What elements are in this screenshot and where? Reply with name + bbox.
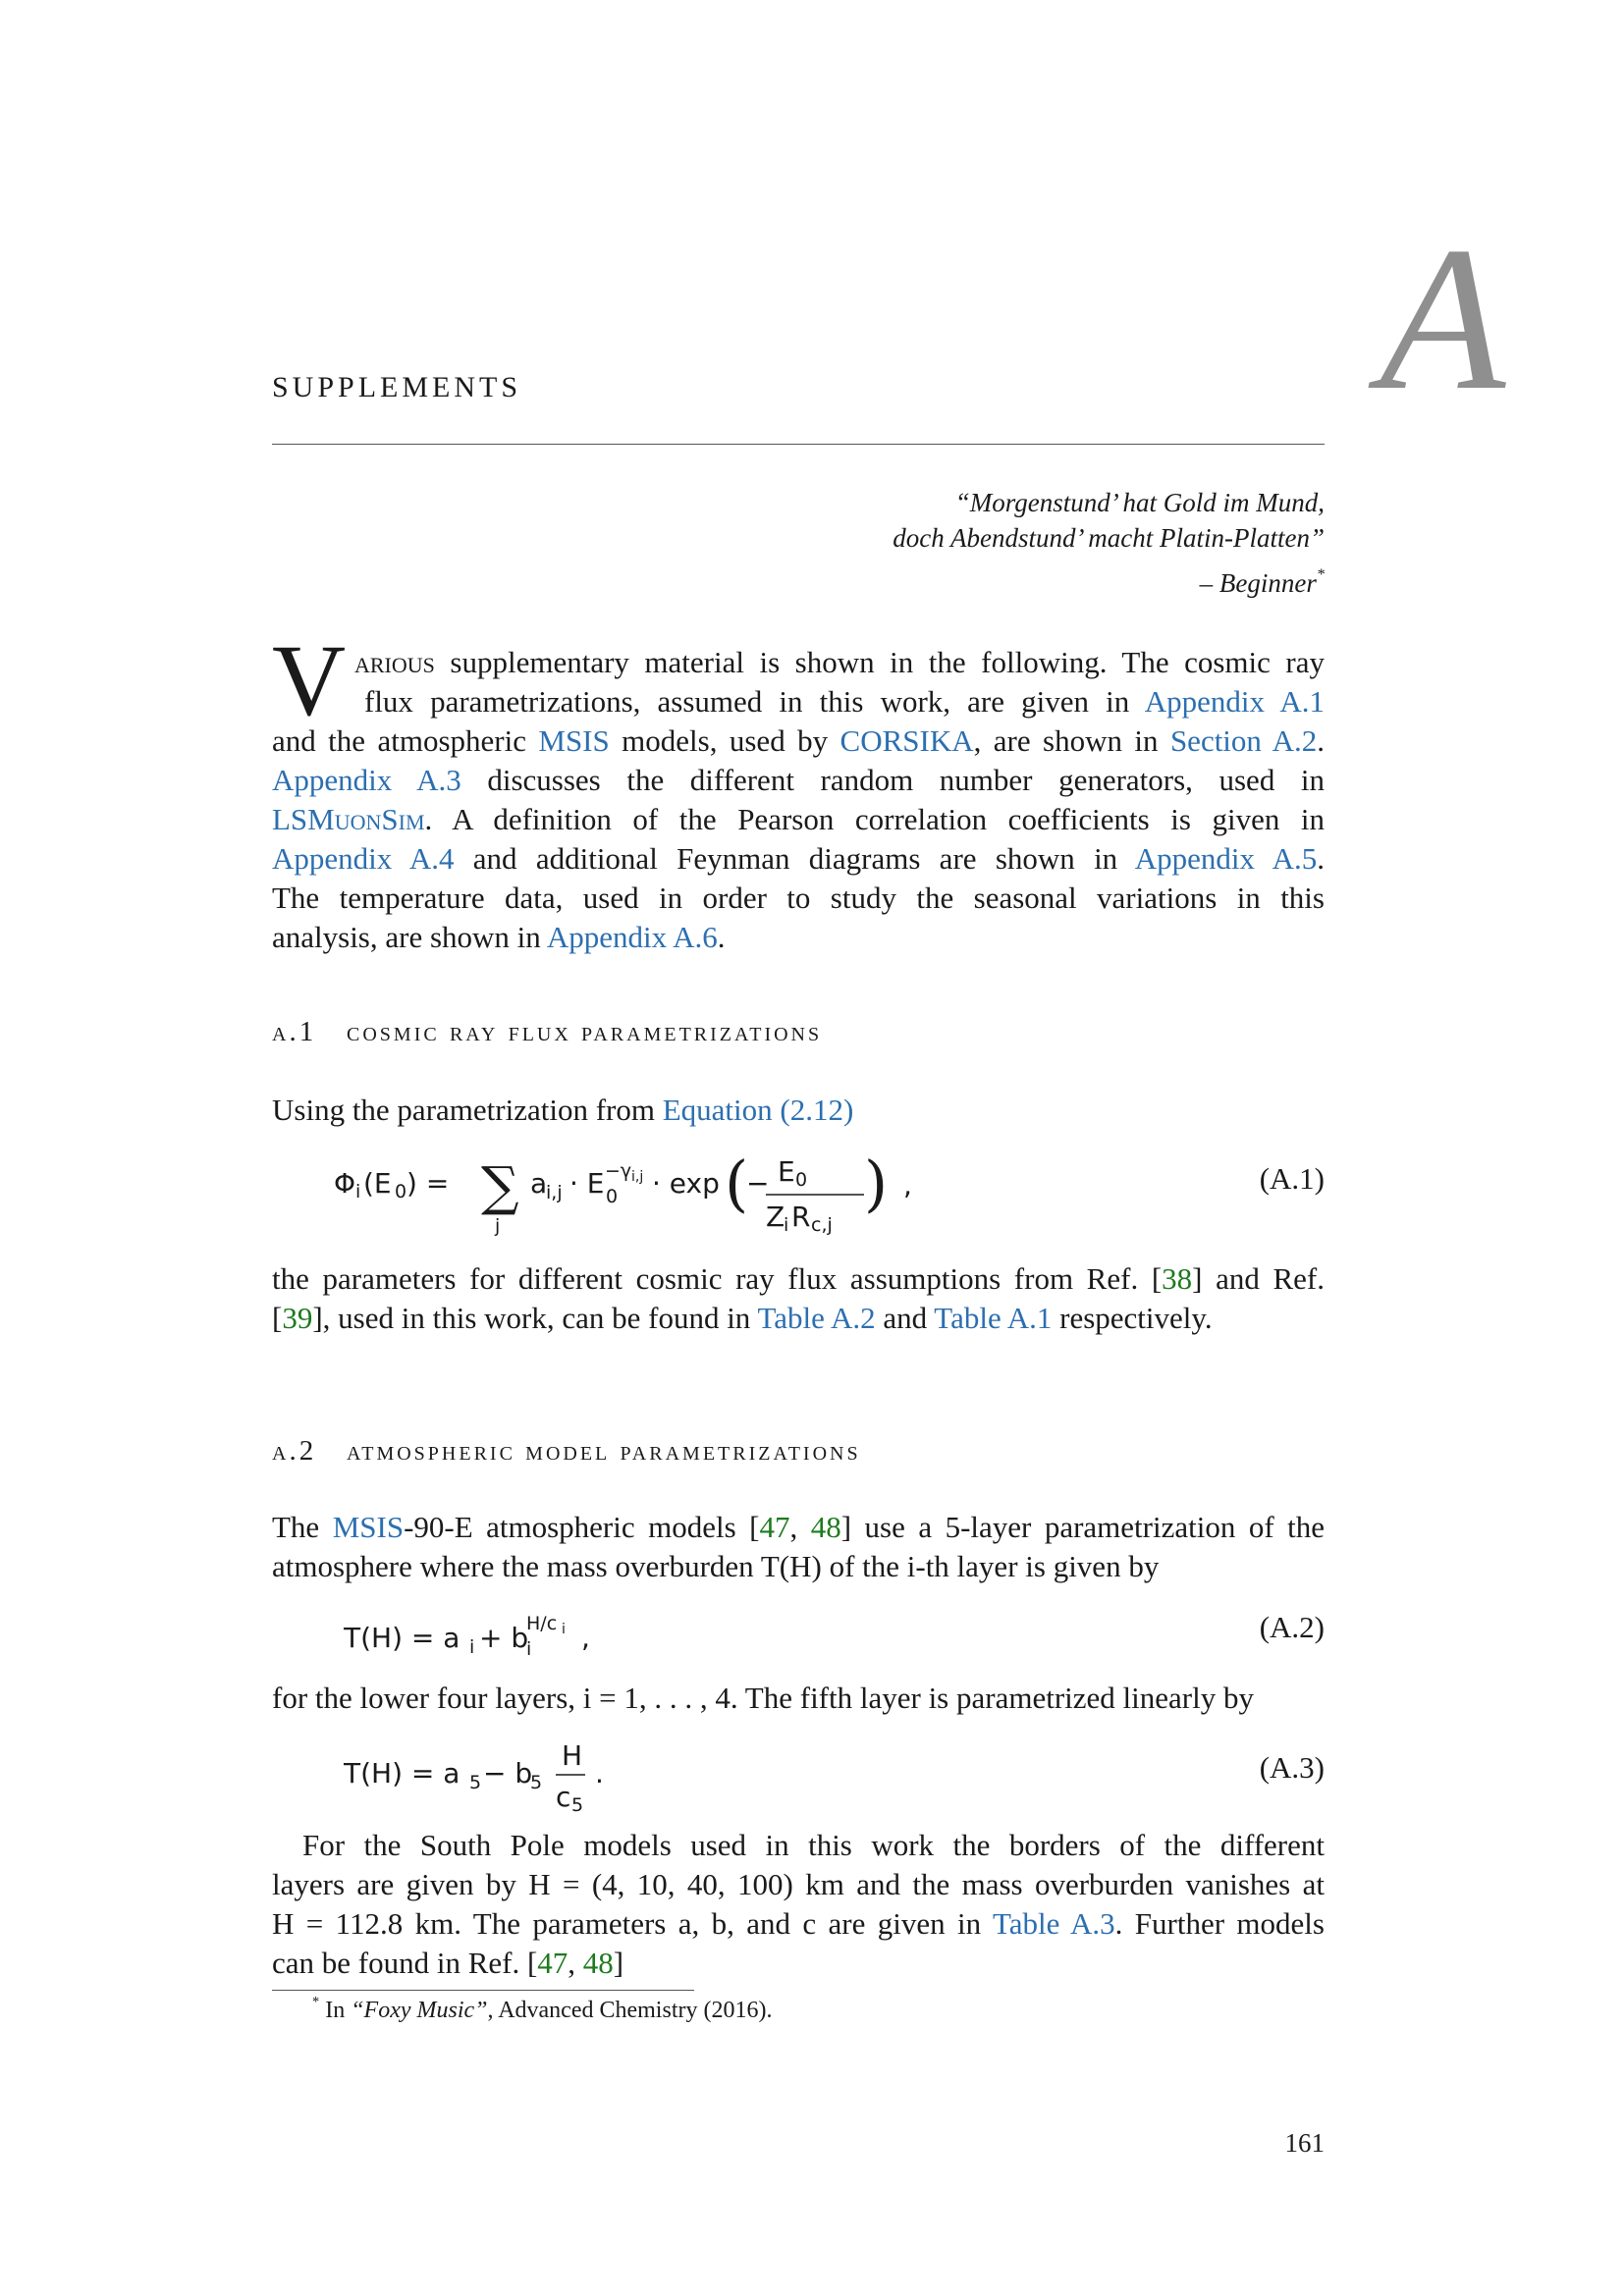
- a1-line-1: the parameters for different cosmic ray flux assumptions from Ref. [38] and Ref.: [272, 1261, 1326, 1296]
- svg-text:,: ,: [903, 1169, 912, 1201]
- svg-text:· E: · E: [569, 1167, 605, 1200]
- link-table-a1[interactable]: Table A.1: [934, 1301, 1053, 1335]
- svg-text:0: 0: [395, 1181, 407, 1202]
- intro-line-4: Appendix A.3 discusses the different random number generators, used in: [272, 763, 1326, 797]
- epigraph-line-1: “Morgenstund’ hat Gold im Mund,: [954, 488, 1325, 517]
- equation-a3: [344, 1735, 638, 1824]
- svg-text:i: i: [526, 1638, 532, 1660]
- link-appendix-a3[interactable]: Appendix A.3: [272, 763, 461, 797]
- svg-text:,: ,: [581, 1622, 590, 1654]
- a1-line-2: [39], used in this work, can be found in Table A.2 and Table A.1 respectively.: [272, 1301, 1213, 1335]
- section-a1-paragraph: [272, 1259, 1325, 1338]
- svg-text:∑: ∑: [481, 1155, 519, 1217]
- svg-text:H/c: H/c: [526, 1613, 558, 1634]
- svg-text:5: 5: [530, 1772, 543, 1793]
- a2p-line-2: layers are given by H = (4, 10, 40, 100) km and the mass overburden vanishes at: [272, 1867, 1325, 1901]
- cite-47-b[interactable]: 47: [537, 1946, 568, 1980]
- svg-text:− b: − b: [483, 1757, 533, 1789]
- intro-line-1: arious supplementary material is shown in the following. The cosmic ray: [354, 645, 1325, 679]
- drop-cap: V: [272, 624, 347, 737]
- svg-text:j: j: [495, 1215, 501, 1237]
- page-number: 161: [1284, 2128, 1325, 2158]
- svg-text:i: i: [469, 1636, 475, 1658]
- link-appendix-a6[interactable]: Appendix A.6: [546, 920, 718, 954]
- svg-text:E: E: [778, 1155, 795, 1188]
- svg-text:H: H: [562, 1739, 583, 1772]
- svg-text:): ): [864, 1148, 889, 1219]
- svg-text:−γ: −γ: [605, 1160, 632, 1182]
- svg-text:) =: ) =: [406, 1167, 450, 1200]
- equation-a2: [344, 1606, 677, 1675]
- svg-text:0: 0: [606, 1186, 619, 1207]
- link-msis-2[interactable]: MSIS: [332, 1510, 405, 1544]
- link-appendix-a4[interactable]: Appendix A.4: [272, 841, 455, 876]
- link-corsika[interactable]: CORSIKA: [839, 723, 974, 758]
- link-equation-2-12[interactable]: Equation (2.12): [662, 1093, 854, 1127]
- intro-line-5: LSMuonSim. A definition of the Pearson correlation coefficients is given in: [272, 802, 1325, 836]
- chapter-rule: [272, 444, 1325, 445]
- link-appendix-a1[interactable]: Appendix A.1: [1144, 684, 1326, 719]
- chapter-title: SUPPLEMENTS: [272, 371, 522, 403]
- a2-line-2: atmosphere where the mass overburden T(H) of the i-th layer is given by: [272, 1549, 1160, 1583]
- cite-48[interactable]: 48: [810, 1510, 841, 1544]
- svg-text:i: i: [355, 1181, 361, 1202]
- svg-text:Φ: Φ: [334, 1167, 356, 1200]
- a2p-line-3: H = 112.8 km. The parameters a, b, and c are given in Table A.3. Further models: [272, 1906, 1325, 1941]
- link-msis[interactable]: MSIS: [538, 723, 610, 758]
- section-heading-a1: a.1 cosmic ray flux parametrizations: [272, 1016, 823, 1047]
- epigraph-line-2: doch Abendstund’ macht Platin-Platten”: [893, 523, 1325, 553]
- intro-line-6: Appendix A.4 and additional Feynman diagrams are shown in Appendix A.5.: [272, 841, 1325, 876]
- svg-text:c: c: [556, 1781, 571, 1813]
- cite-39[interactable]: 39: [282, 1301, 313, 1335]
- link-table-a3[interactable]: Table A.3: [992, 1906, 1115, 1941]
- link-table-a2[interactable]: Table A.2: [757, 1301, 876, 1335]
- cite-48-b[interactable]: 48: [582, 1946, 614, 1980]
- footnote-rule: [272, 1990, 694, 1991]
- svg-text:i,j: i,j: [631, 1169, 644, 1185]
- svg-text:(E: (E: [363, 1167, 392, 1200]
- equation-a1: [334, 1144, 943, 1256]
- svg-text:R: R: [791, 1201, 811, 1233]
- intro-line-8: analysis, are shown in Appendix A.6.: [272, 920, 726, 954]
- section-a2-text-1: for the lower four layers, i = 1, . . . , 4. The fifth layer is parametrized linearly by: [272, 1681, 1254, 1715]
- svg-text:a: a: [530, 1167, 548, 1200]
- section-a2-paragraph: [272, 1826, 1325, 1983]
- section-a1-intro: Using the parametrization from Equation (2.12): [272, 1093, 854, 1127]
- svg-text:0: 0: [795, 1169, 808, 1191]
- intro-line-2: flux parametrizations, assumed in this work, are given in Appendix A.1: [364, 684, 1326, 719]
- svg-text:T(H) = a: T(H) = a: [344, 1757, 460, 1789]
- section-heading-a2: a.2 atmospheric model parametrizations: [272, 1435, 861, 1467]
- link-lsmuonsim[interactable]: LSMuonSim: [272, 802, 425, 836]
- svg-text:T(H) = a: T(H) = a: [344, 1622, 460, 1654]
- intro-paragraph: [272, 643, 1325, 957]
- chapter-letter: A: [1380, 205, 1506, 433]
- svg-text:(: (: [725, 1148, 749, 1219]
- equation-number-a2: (A.2): [1259, 1610, 1325, 1644]
- a2p-line-1: For the South Pole models used in this work the borders of the different: [302, 1828, 1325, 1862]
- svg-text:+ b: + b: [479, 1622, 529, 1654]
- cite-38[interactable]: 38: [1162, 1261, 1193, 1296]
- a2p-line-4: can be found in Ref. [47, 48]: [272, 1946, 624, 1980]
- svg-text:c,j: c,j: [811, 1214, 833, 1236]
- a2-line-1: The MSIS-90-E atmospheric models [47, 48] use a 5-layer parametrization of the: [272, 1510, 1326, 1544]
- footnote: * In “Foxy Music”, Advanced Chemistry (2016).: [312, 1994, 773, 2023]
- epigraph-attribution: – Beginner*: [1199, 565, 1325, 598]
- link-appendix-a5[interactable]: Appendix A.5: [1134, 841, 1318, 876]
- intro-line-3: and the atmospheric MSIS models, used by CORSIKA, are shown in Section A.2.: [272, 723, 1326, 758]
- svg-text:−: −: [746, 1167, 770, 1200]
- footnote-marker[interactable]: *: [1316, 565, 1325, 584]
- svg-text:i,j: i,j: [546, 1182, 563, 1203]
- svg-text:5: 5: [571, 1794, 584, 1816]
- svg-text:i: i: [784, 1214, 789, 1236]
- intro-line-7: The temperature data, used in order to study the seasonal variations in this: [272, 881, 1325, 915]
- cite-47[interactable]: 47: [759, 1510, 790, 1544]
- svg-text:i: i: [562, 1622, 566, 1637]
- svg-text:· exp: · exp: [652, 1167, 720, 1200]
- section-a2-intro: [272, 1508, 1325, 1586]
- equation-number-a1: (A.1): [1259, 1161, 1325, 1196]
- equation-number-a3: (A.3): [1259, 1750, 1325, 1785]
- link-section-a2[interactable]: Section A.2: [1169, 723, 1318, 758]
- svg-text:Z: Z: [766, 1201, 785, 1233]
- svg-text:.: .: [595, 1757, 604, 1789]
- svg-text:5: 5: [469, 1772, 482, 1793]
